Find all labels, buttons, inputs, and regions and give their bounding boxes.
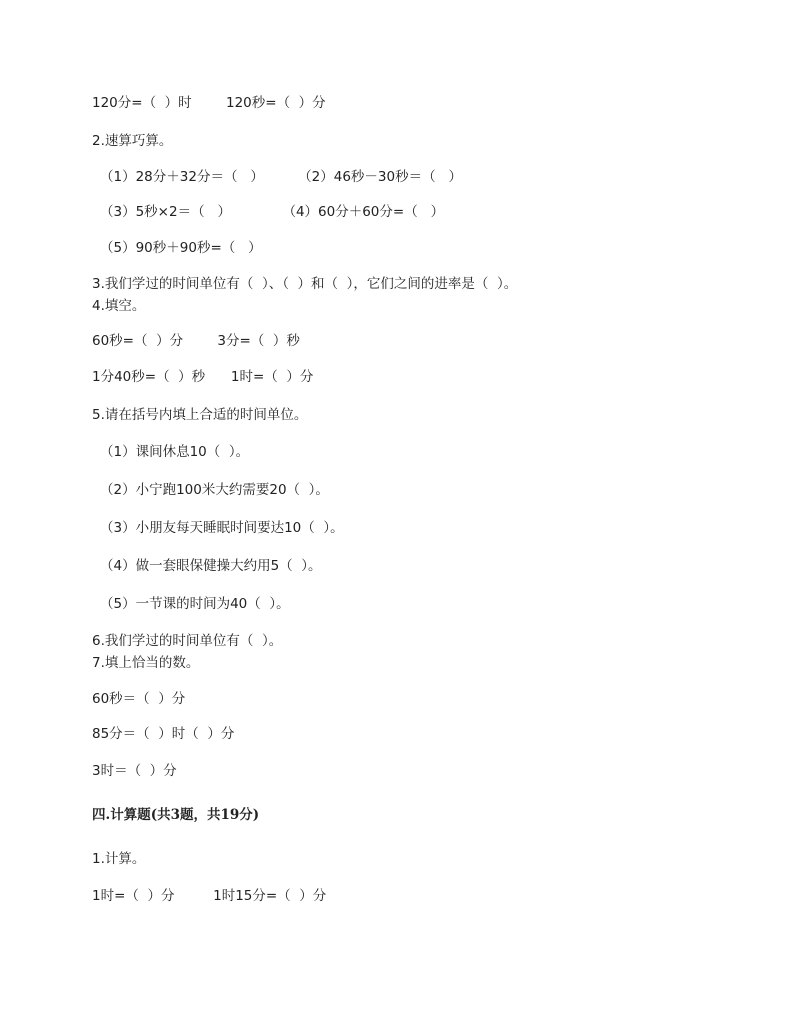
question-2-row-3: （5）90秒＋90秒=（ ） [100, 240, 262, 256]
question-4-row-2: 1分40秒=（ ）秒 1时=（ ）分 [92, 369, 314, 385]
question-5-item-5: （5）一节课的时间为40（ ）。 [100, 596, 290, 612]
question-5-item-1: （1）课间休息10（ ）。 [100, 444, 250, 460]
question-5-title: 5.请在括号内填上合适的时间单位。 [92, 407, 308, 423]
question-2-row-2: （3）5秒×2＝（ ） （4）60分＋60分=（ ） [100, 204, 445, 220]
line-time-conversion-1: 120分=（ ）时 120秒=（ ）分 [92, 95, 326, 111]
question-7-row-3: 3时＝（ ）分 [92, 763, 177, 779]
question-7-title: 7.填上恰当的数。 [92, 655, 200, 671]
calc-question-1-row: 1时=（ ）分 1时15分=（ ）分 [92, 888, 327, 904]
calc-question-1-title: 1.计算。 [92, 851, 146, 867]
question-6: 6.我们学过的时间单位有（ ）。 [92, 633, 283, 649]
section-4-heading: 四.计算题(共3题，共19分) [92, 807, 260, 823]
question-2-title: 2.速算巧算。 [92, 133, 173, 149]
question-7-row-2: 85分＝（ ）时（ ）分 [92, 726, 235, 742]
question-4-title: 4.填空。 [92, 298, 146, 314]
question-7-row-1: 60秒＝（ ）分 [92, 691, 186, 707]
question-5-item-3: （3）小朋友每天睡眠时间要达10（ ）。 [100, 520, 344, 536]
question-2-row-1: （1）28分＋32分＝（ ） （2）46秒－30秒＝（ ） [100, 169, 462, 185]
question-4-row-1: 60秒=（ ）分 3分=（ ）秒 [92, 333, 300, 349]
question-5-item-2: （2）小宁跑100米大约需要20（ ）。 [100, 482, 329, 498]
question-5-item-4: （4）做一套眼保健操大约用5（ ）。 [100, 558, 322, 574]
question-3: 3.我们学过的时间单位有（ ）、（ ）和（ ），它们之间的进率是（ ）。 [92, 276, 518, 292]
